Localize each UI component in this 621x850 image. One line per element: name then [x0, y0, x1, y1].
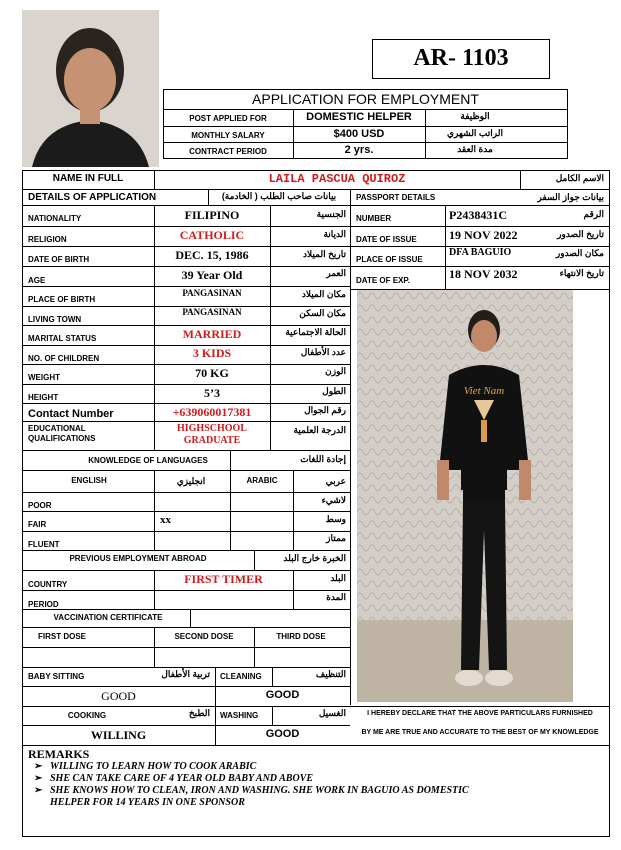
languages-title-ar: إجادة اللغات [300, 454, 346, 464]
passport-field-label: DATE OF EXP. [356, 276, 410, 285]
detail-ar: عدد الأطفال [300, 347, 346, 357]
baby-sitting-value: GOOD [101, 689, 136, 703]
passport-field-ar: تاريخ الانتهاء [559, 268, 604, 278]
remarks-title: REMARKS [28, 747, 90, 761]
passport-field-value: 18 NOV 2032 [449, 267, 518, 281]
detail-label: DATE OF BIRTH [28, 255, 90, 264]
remark-item [30, 773, 470, 785]
full-body-photo-image [357, 290, 573, 702]
cleaning-label: CLEANING [220, 672, 262, 681]
detail-label: HEIGHT [28, 393, 59, 402]
detail-label: LIVING TOWN [28, 315, 82, 324]
declaration-line-2: BY ME ARE TRUE AND ACCURATE TO THE BEST OF MY KNOWLEDGE [361, 729, 599, 736]
contract-period-label: CONTRACT PERIOD [189, 147, 267, 156]
reference-code: AR- 1103 [413, 45, 509, 71]
detail-label: MARITAL STATUS [28, 334, 97, 343]
name-ar: الاسم الكامل [555, 173, 604, 183]
detail-label: AGE [28, 276, 46, 285]
languages-title: KNOWLEDGE OF LANGUAGES [88, 456, 208, 465]
full-body-photo [357, 290, 573, 702]
country-ar: البلد [330, 573, 346, 583]
declaration-line-1: I HEREBY DECLARE THAT THE ABOVE PARTICULARS FURNISHED [367, 710, 593, 717]
detail-label: NO. OF CHILDREN [28, 354, 100, 363]
detail-label: EDUCATIONAL QUALIFICATIONS [28, 424, 96, 443]
passport-field-value: P2438431C [449, 208, 507, 222]
post-applied-value: DOMESTIC HELPER [306, 111, 412, 123]
detail-ar: العمر [326, 268, 346, 278]
passport-field-label: DATE OF ISSUE [356, 235, 417, 244]
details-label: DETAILS OF APPLICATION [28, 192, 157, 203]
detail-value: MARRIED [182, 327, 242, 341]
detail-value: +639060017381 [172, 405, 252, 419]
detail-ar: تاريخ الميلاد [303, 249, 346, 259]
period-ar: المدة [326, 592, 346, 602]
post-applied-ar: الوظيفة [460, 111, 490, 121]
detail-value: 5’3 [204, 386, 220, 400]
poor-label: POOR [28, 501, 52, 510]
detail-label: PLACE OF BIRTH [28, 295, 96, 304]
arrow-bullet-icon: ➢ [34, 773, 43, 784]
washing-label: WASHING [220, 711, 259, 720]
passport-field-ar: مكان الصدور [555, 248, 604, 258]
detail-value: 39 Year Old [181, 268, 243, 282]
passport-field-ar: تاريخ الصدور [557, 229, 604, 239]
vaccination-title: VACCINATION CERTIFICATE [53, 613, 163, 622]
fair-label: FAIR [28, 520, 47, 529]
passport-field-ar: الرقم [583, 209, 604, 219]
country-value: FIRST TIMER [184, 572, 263, 586]
detail-ar: الوزن [325, 366, 346, 376]
detail-value: FILIPINO [184, 208, 240, 222]
fluent-label: FLUENT [28, 540, 60, 549]
arrow-bullet-icon: ➢ [34, 761, 43, 772]
detail-ar: الدرجة العلمية [293, 425, 346, 435]
monthly-salary-value: $400 USD [333, 128, 385, 140]
post-applied-label: POST APPLIED FOR [189, 114, 267, 123]
detail-value: HIGHSCHOOL GRADUATE [176, 423, 247, 446]
detail-label: RELIGION [28, 235, 67, 244]
monthly-salary-label: MONTHLY SALARY [191, 131, 265, 140]
name-label: NAME IN FULL [52, 173, 124, 184]
fluent-ar: ممتاز [326, 533, 346, 543]
cooking-label: COOKING [67, 711, 107, 720]
baby-sitting-ar: تربية الأطفال [161, 669, 210, 679]
employment-title: PREVIOUS EMPLOYMENT ABROAD [69, 554, 207, 563]
detail-label: WEIGHT [28, 373, 60, 382]
arabic-label: ARABIC [246, 476, 278, 485]
fair-ar: وسط [325, 514, 346, 524]
passport-label: PASSPORT DETAILS [356, 193, 436, 202]
remark-item [30, 761, 470, 773]
fair-english-mark: xx [160, 514, 171, 526]
detail-ar: الطول [322, 386, 346, 396]
remarks-list [30, 761, 470, 809]
second-dose-label: SECOND DOSE [174, 632, 234, 641]
name-value: LAILA PASCUA QUIROZ [268, 172, 406, 186]
third-dose-label: THIRD DOSE [276, 632, 326, 641]
english-label: ENGLISH [71, 476, 107, 485]
cleaning-ar: التنظيف [315, 669, 346, 679]
employment-title-ar: الخبرة خارج البلد [283, 553, 346, 563]
first-dose-label: FIRST DOSE [38, 632, 87, 641]
detail-label: NATIONALITY [28, 214, 82, 223]
detail-value: PANGASINAN [182, 307, 242, 317]
detail-ar: الديانة [323, 229, 346, 239]
english-ar: انجليزي [176, 476, 206, 486]
passport-field-value: DFA BAGUIO [449, 247, 512, 258]
detail-value: CATHOLIC [179, 228, 245, 242]
cooking-ar: الطبخ [188, 708, 210, 718]
passport-field-label: NUMBER [356, 214, 392, 223]
remark-text: WILLING TO LEARN HOW TO COOK ARABIC [50, 761, 257, 772]
detail-label: Contact Number [28, 408, 114, 420]
contract-period-value: 2 yrs. [344, 144, 374, 156]
detail-ar: مكان السكن [299, 308, 346, 318]
reference-code-box [372, 39, 550, 79]
cleaning-value: GOOD [265, 689, 300, 701]
portrait-photo [22, 10, 159, 167]
passport-ar: بيانات جواز السفر [537, 192, 604, 202]
washing-value: GOOD [265, 728, 300, 740]
detail-value: PANGASINAN [182, 288, 242, 298]
passport-field-value: 19 NOV 2022 [449, 228, 518, 242]
detail-value: 3 KIDS [192, 346, 232, 360]
remark-item [30, 785, 470, 809]
monthly-salary-ar: الراتب الشهري [447, 128, 503, 138]
contract-period-ar: مدة العقد [457, 144, 493, 154]
remark-text: SHE KNOWS HOW TO CLEAN, IRON AND WASHING. SHE WORK IN BAGUIO AS DOMESTIC HELPER FOR 14 YEARS IN ONE SPONSOR [50, 785, 469, 808]
portrait-photo-image [22, 10, 159, 167]
arrow-bullet-icon: ➢ [34, 785, 43, 796]
detail-value: 70 KG [195, 366, 229, 380]
form-title: APPLICATION FOR EMPLOYMENT [252, 91, 479, 107]
period-label: PERIOD [28, 600, 59, 609]
passport-field-label: PLACE OF ISSUE [356, 255, 423, 264]
remark-text: SHE CAN TAKE CARE OF 4 YEAR OLD BABY AND ABOVE [50, 773, 314, 784]
detail-ar: الحالة الاجتماعية [285, 327, 346, 337]
country-label: COUNTRY [28, 580, 68, 589]
details-ar: بيانات صاحب الطلب ( الخادمة) [221, 191, 337, 201]
poor-ar: لاشيء [321, 495, 346, 505]
detail-ar: رقم الجوال [304, 405, 346, 415]
baby-sitting-label: BABY SITTING [28, 672, 85, 681]
detail-value: DEC. 15, 1986 [175, 248, 249, 262]
shirt-text: Viet Nam [463, 385, 505, 397]
arabic-ar: عربي [325, 476, 346, 486]
detail-ar: مكان الميلاد [301, 289, 346, 299]
detail-ar: الجنسية [316, 209, 346, 219]
washing-ar: الغسيل [318, 708, 346, 718]
cooking-value: WILLING [90, 728, 147, 742]
